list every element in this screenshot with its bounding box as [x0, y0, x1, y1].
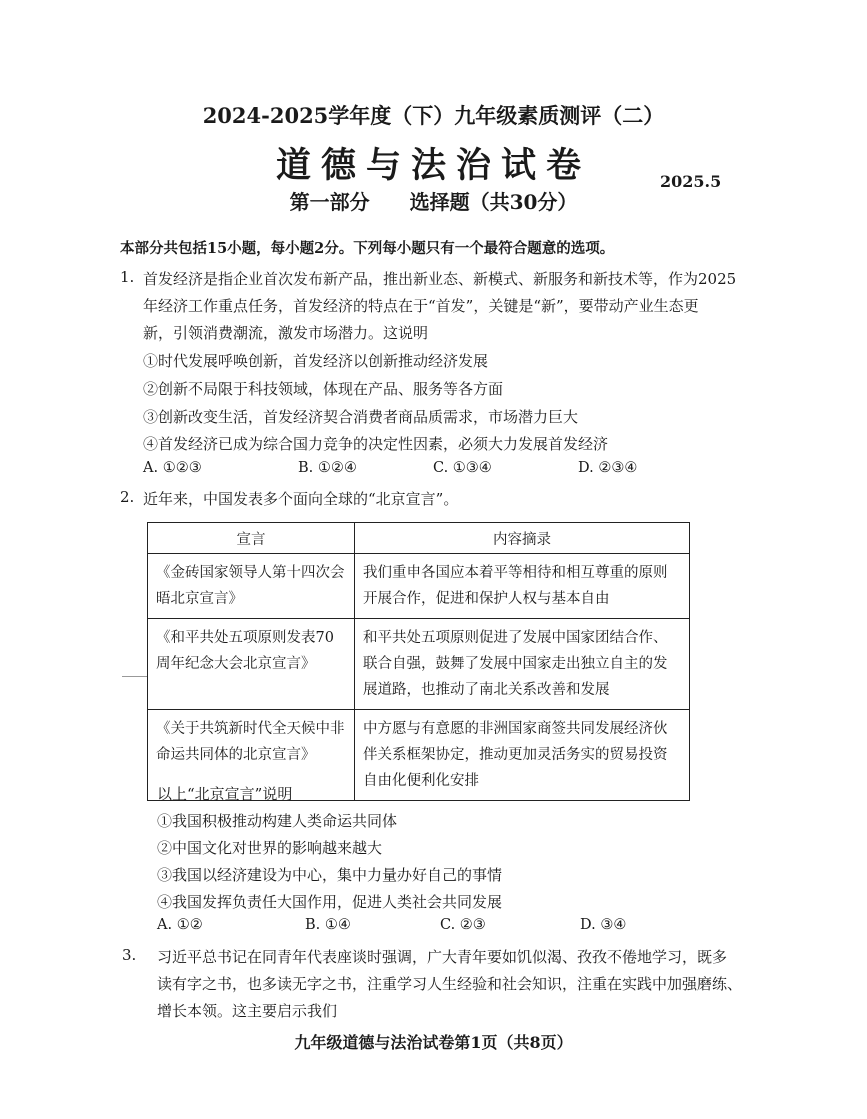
answer-option-d[interactable]: D. ②③④	[578, 460, 638, 476]
table-row	[148, 554, 690, 619]
table-cell: 《关于共筑新时代全天候中非命运共同体的北京宣言》	[148, 710, 355, 801]
column-header: 宣言	[148, 523, 355, 554]
statement: ②创新不局限于科技领域，体现在产品、服务等各方面	[143, 380, 504, 398]
question-number: 1.	[120, 268, 135, 286]
exam-date: 2025.5	[660, 172, 722, 191]
question-number: 2.	[120, 488, 135, 506]
statement: ①我国积极推动构建人类命运共同体	[157, 812, 398, 830]
question-number: 3.	[122, 946, 137, 964]
exam-year-title: 2024-2025学年度（下）九年级素质测评（二）	[202, 103, 665, 128]
question-stem-line: 习近平总书记在同青年代表座谈时强调，广大青年要如饥似渴、孜孜不倦地学习，既多	[157, 948, 728, 966]
question-stem-line: 读有字之书，也多读无字之书，注重学习人生经验和社会知识，注重在实践中加强磨练、	[157, 975, 743, 993]
answer-option-c[interactable]: C. ②③	[440, 917, 486, 933]
table-row	[148, 619, 690, 710]
answer-option-c[interactable]: C. ①③④	[433, 460, 492, 476]
question-stem-line: 近年来，中国发表多个面向全球的“北京宣言”。	[143, 490, 459, 508]
answer-option-a[interactable]: A. ①②③	[143, 460, 202, 476]
instructions: 本部分共包括15小题，每小题2分。下列每小题只有一个最符合题意的选项。	[120, 240, 615, 257]
answer-option-b[interactable]: B. ①②④	[298, 460, 357, 476]
question-followup: 以上“北京宣言”说明	[157, 785, 293, 803]
table-cell: 和平共处五项原则促进了发展中国家团结合作、联合自强，鼓舞了发展中国家走出独立自主的发展道路，也推动了南北关系改善和发展	[355, 619, 690, 710]
column-header: 内容摘录	[355, 523, 690, 554]
scan-mark	[122, 676, 148, 677]
answer-option-d[interactable]: D. ③④	[580, 917, 627, 933]
question-stem-line: 年经济工作重点任务，首发经济的特点在于“首发”，关键是“新”，要带动产业生态更	[143, 297, 699, 315]
table-cell: 我们重申各国应本着平等相待和相互尊重的原则开展合作，促进和保护人权与基本自由	[355, 554, 690, 619]
table-header-row	[148, 523, 690, 554]
question-stem-line: 新，引领消费潮流，激发市场潜力。这说明	[143, 324, 429, 342]
answer-option-b[interactable]: B. ①④	[305, 917, 351, 933]
statement: ③创新改变生活，首发经济契合消费者商品质需求，市场潜力巨大	[143, 408, 579, 426]
question-stem-line: 增长本领。这主要启示我们	[157, 1002, 338, 1020]
table-cell: 中方愿与有意愿的非洲国家商签共同发展经济伙伴关系框架协定，推动更加灵活务实的贸易投资自由化便利化安排	[355, 710, 690, 801]
page-footer: 九年级道德与法治试卷第1页（共8页）	[294, 1033, 573, 1052]
exam-subject-title: 道德与法治试卷	[275, 145, 591, 186]
statement: ②中国文化对世界的影响越来越大	[157, 839, 383, 857]
answer-option-a[interactable]: A. ①②	[157, 917, 203, 933]
table-cell: 《金砖国家领导人第十四次会晤北京宣言》	[148, 554, 355, 619]
statement: ③我国以经济建设为中心，集中力量办好自己的事情	[157, 866, 503, 884]
table-cell: 《和平共处五项原则发表70周年纪念大会北京宣言》	[148, 619, 355, 710]
question-stem-line: 首发经济是指企业首次发布新产品，推出新业态、新模式、新服务和新技术等，作为2025	[143, 270, 737, 288]
statement: ④首发经济已成为综合国力竞争的决定性因素，必须大力发展首发经济	[143, 435, 609, 453]
statement: ①时代发展呼唤创新，首发经济以创新推动经济发展	[143, 352, 489, 370]
declaration-table	[147, 522, 690, 801]
part-title: 第一部分 选择题（共30分）	[289, 190, 578, 214]
statement: ④我国发挥负责任大国作用，促进人类社会共同发展	[157, 893, 503, 911]
